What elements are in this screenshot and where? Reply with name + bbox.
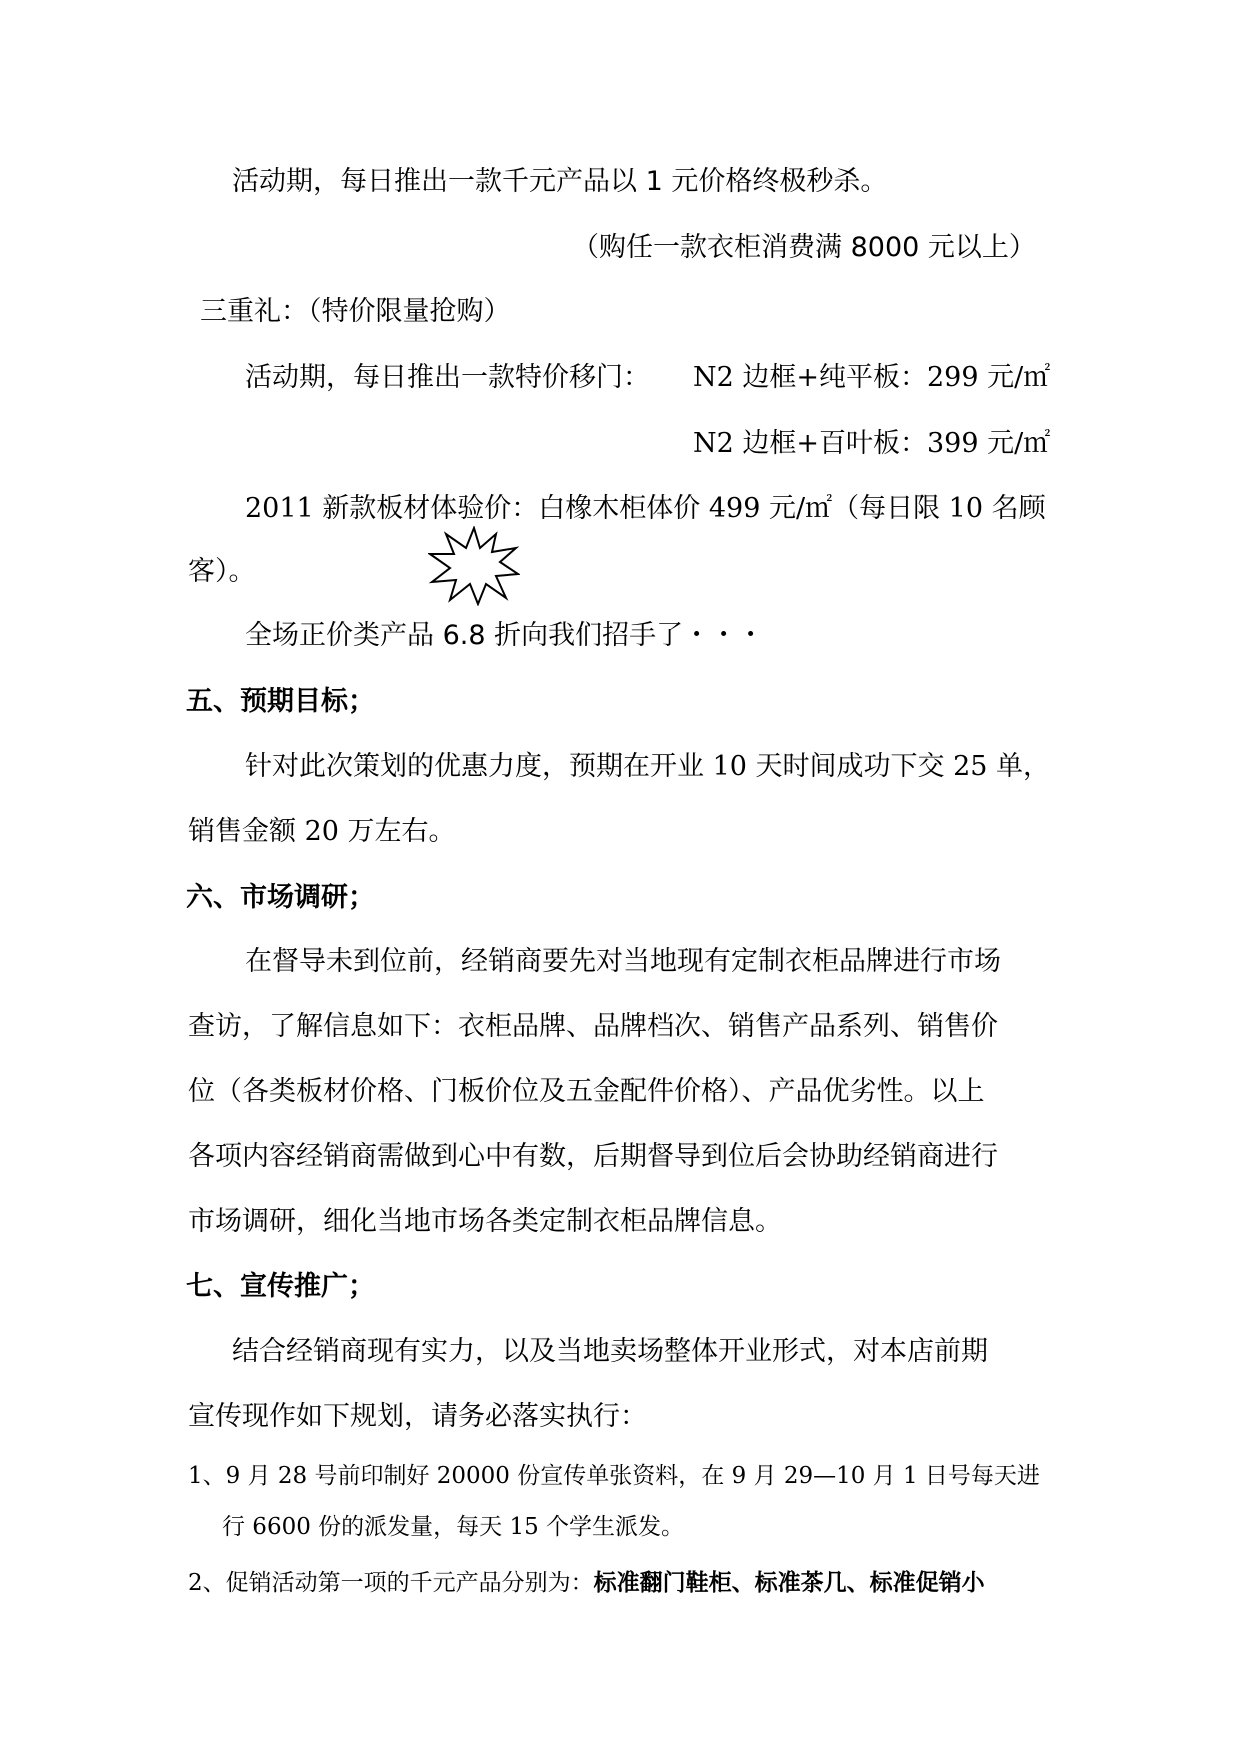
market-research-p1: 在督导未到位前，经销商要先对当地现有定制衣柜品牌进行市场 xyxy=(245,946,1001,977)
starburst-icon xyxy=(428,526,520,606)
promotion-item-2-label: 2、促销活动第一项的千元产品分别为： xyxy=(188,1570,594,1596)
third-gift-title: 三重礼：（特价限量抢购） xyxy=(200,296,511,327)
promotion-item-1: 1、9 月 28 号前印制好 20000 份宣传单张资料，在 9 月 29—10 月 1 日号每天进 xyxy=(188,1463,1040,1489)
promotion-intro-p2: 宣传现作如下规划，请务必落实执行： xyxy=(188,1401,647,1432)
expected-goal-text-cont: 销售金额 20 万左右。 xyxy=(188,816,456,847)
section-heading-7: 七、宣传推广； xyxy=(186,1271,375,1302)
promotion-intro-p1: 结合经销商现有实力，以及当地卖场整体开业形式，对本店前期 xyxy=(232,1336,988,1367)
promotion-item-1-cont: 行 6600 份的派发量，每天 15 个学生派发。 xyxy=(222,1514,685,1540)
section-heading-6: 六、市场调研； xyxy=(186,882,375,913)
promo-condition: （购任一款衣柜消费满 8000 元以上） xyxy=(572,232,1036,263)
market-research-p4: 各项内容经销商需做到心中有数，后期督导到位后会协助经销商进行 xyxy=(188,1141,998,1172)
market-research-p2: 查访，了解信息如下：衣柜品牌、品牌档次、销售产品系列、销售价 xyxy=(188,1011,998,1042)
promotion-item-2-products: 标准翻门鞋柜、标准茶几、标准促销小 xyxy=(593,1570,985,1596)
market-research-p5: 市场调研，细化当地市场各类定制衣柜品牌信息。 xyxy=(188,1206,782,1237)
sliding-door-price-1: N2 边框+纯平板：299 元/㎡ xyxy=(693,362,1051,393)
sliding-door-intro: 活动期，每日推出一款特价移门： xyxy=(245,362,650,393)
expected-goal-text: 针对此次策划的优惠力度，预期在开业 10 天时间成功下交 25 单， xyxy=(245,751,1051,782)
market-research-p3: 位（各类板材价格、门板价位及五金配件价格）、产品优劣性。以上 xyxy=(188,1076,985,1107)
board-trial-price: 2011 新款板材体验价：白橡木柜体价 499 元/㎡（每日限 10 名顾 xyxy=(245,493,1046,524)
board-trial-price-cont: 客）。 xyxy=(188,556,256,587)
sliding-door-price-2: N2 边框+百叶板：399 元/㎡ xyxy=(693,428,1051,459)
section-heading-5: 五、预期目标； xyxy=(186,686,375,717)
discount-line: 全场正价类产品 6.8 折向我们招手了・・・ xyxy=(245,620,765,651)
promotion-item-2 xyxy=(188,1572,985,1595)
promo-line-seckill: 活动期，每日推出一款千元产品以 1 元价格终极秒杀。 xyxy=(232,166,888,197)
